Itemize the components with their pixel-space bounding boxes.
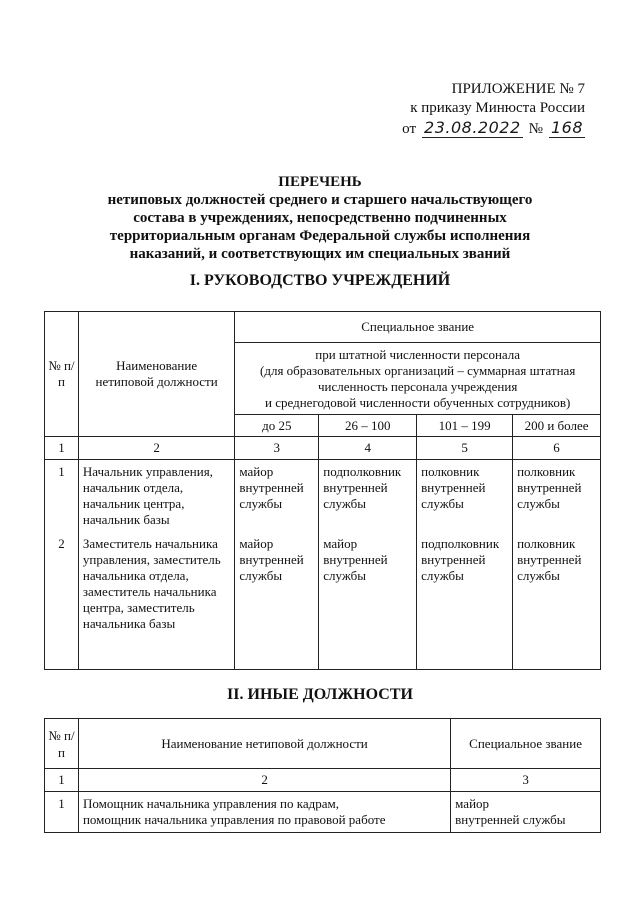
range-header-101-199: 101 – 199: [417, 415, 513, 437]
position-name-line: Помощник начальника управления по кадрам,: [82, 796, 339, 811]
rank-cell: [451, 792, 601, 833]
table-row: [45, 532, 601, 669]
position-name: Заместитель начальника управления, заместитель начальника отдела, заместитель начальника центра, заместитель начальника базы: [78, 532, 234, 669]
document-subtitle-line: состава в учреждениях, непосредственно подчиненных: [133, 210, 507, 226]
document-title: ПЕРЕЧЕНЬ: [278, 174, 362, 190]
section-2-heading: II. ИНЫЕ ДОЛЖНОСТИ: [227, 686, 413, 703]
position-name: [78, 792, 450, 833]
rank-cell: подполковник внутренней службы: [417, 532, 513, 669]
rank-cell: полковник внутренней службы: [513, 532, 601, 669]
headcount-header: [235, 343, 601, 415]
section-1-table: [44, 311, 601, 670]
document-subtitle-line: нетиповых должностей среднего и старшего начальствующего: [107, 192, 533, 208]
row-number: 1: [45, 460, 79, 533]
appendix-order-ref: к приказу Минюста России: [410, 100, 585, 116]
column-number: 3: [235, 437, 319, 460]
appendix-block: [402, 80, 585, 139]
rank-line: внутренней службы: [455, 812, 566, 827]
rank-column-header: Специальное звание: [451, 719, 601, 769]
appendix-date-number: [402, 118, 585, 139]
column-number: 2: [78, 769, 450, 792]
document-title-block: [40, 173, 600, 263]
rank-cell: майор внутренней службы: [319, 532, 417, 669]
headcount-header-line: и среднегодовой численности обученных сотрудников): [265, 394, 571, 410]
table-row: [45, 792, 601, 833]
document-subtitle-line: территориальным органам Федеральной службы исполнения: [109, 228, 531, 244]
num-column-header: № п/п: [45, 719, 79, 769]
rank-cell: майор внутренней службы: [235, 532, 319, 669]
column-number: 6: [513, 437, 601, 460]
range-header-up-to-25: до 25: [235, 415, 319, 437]
handwritten-date: 23.08.2022: [424, 118, 521, 137]
position-header-line: Наименование: [116, 358, 198, 373]
rank-cell: полковник внутренней службы: [513, 460, 601, 533]
rank-cell: майор внутренней службы: [235, 460, 319, 533]
headcount-header-line: при штатной численности персонала: [315, 346, 521, 362]
column-number: 5: [417, 437, 513, 460]
section-2-table: [44, 718, 601, 833]
special-rank-header: Специальное звание: [235, 312, 601, 343]
column-number: 1: [45, 437, 79, 460]
row-number: 2: [45, 532, 79, 669]
column-number: 2: [78, 437, 234, 460]
handwritten-number: 168: [550, 118, 583, 137]
position-column-header: [78, 312, 234, 437]
position-name-line: помощник начальника управления по правовой работе: [82, 812, 386, 827]
section-1-heading: I. РУКОВОДСТВО УЧРЕЖДЕНИЙ: [189, 272, 451, 289]
row-number: 1: [45, 792, 79, 833]
range-header-200-plus: 200 и более: [513, 415, 601, 437]
appendix-title: ПРИЛОЖЕНИЕ № 7: [451, 81, 585, 97]
range-header-26-100: 26 – 100: [319, 415, 417, 437]
number-label: №: [528, 121, 543, 137]
position-column-header: Наименование нетиповой должности: [78, 719, 450, 769]
rank-cell: полковник внутренней службы: [417, 460, 513, 533]
headcount-header-line: (для образовательных организаций – суммарная штатная: [260, 362, 576, 378]
headcount-header-line: численность персонала учреждения: [318, 378, 518, 394]
rank-cell: подполковник внутренней службы: [319, 460, 417, 533]
table-row: [45, 460, 601, 533]
document-subtitle-line: наказаний, и соответствующих им специальных званий: [129, 246, 511, 262]
position-name: Начальник управления, начальник отдела, начальник центра, начальник базы: [78, 460, 234, 533]
from-label: от: [402, 121, 417, 137]
position-header-line: нетиповой должности: [95, 374, 218, 389]
column-number: 1: [45, 769, 79, 792]
rank-line: майор: [455, 796, 490, 811]
column-number: 3: [451, 769, 601, 792]
column-number: 4: [319, 437, 417, 460]
num-column-header: № п/п: [45, 312, 79, 437]
